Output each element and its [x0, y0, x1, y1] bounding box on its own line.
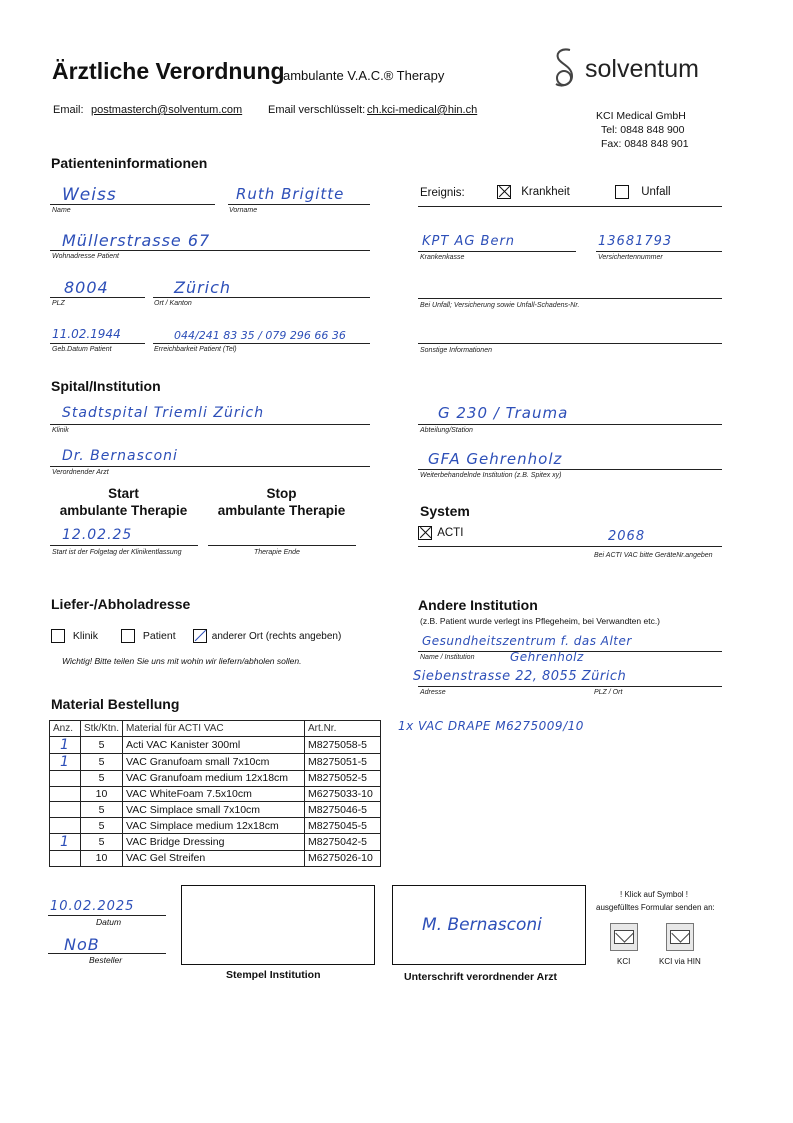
- anz-cell[interactable]: [50, 786, 81, 802]
- stempel-label: Stempel Institution: [226, 969, 321, 981]
- col-art: Art.Nr.: [305, 721, 381, 737]
- versnr-value[interactable]: 13681793: [598, 234, 673, 249]
- event-krankheit-label: Krankheit: [521, 186, 570, 199]
- company-name: KCI Medical GmbH: [596, 110, 686, 122]
- kci-hin-mail-icon[interactable]: [666, 923, 694, 951]
- art-cell: M6275033-10: [305, 786, 381, 802]
- logo-text: solventum: [585, 55, 699, 83]
- weiter-label: Weiterbehandelnde Institution (z.B. Spitex xy): [420, 472, 562, 479]
- signature-value[interactable]: M. Bernasconi: [422, 915, 542, 935]
- andere-name-label: Name / Institution: [420, 654, 475, 661]
- start-heading: Start ambulante Therapie: [59, 486, 188, 518]
- patient-heading: Patienteninformationen: [51, 155, 208, 171]
- arzt-value[interactable]: Dr. Bernasconi: [62, 448, 178, 464]
- art-cell: M8275058-5: [305, 736, 381, 753]
- kasse-value[interactable]: KPT AG Bern: [422, 234, 516, 249]
- stk-cell: 5: [81, 802, 123, 818]
- anz-cell[interactable]: [50, 770, 81, 786]
- device-note: Bei ACTI VAC bitte GeräteNr.angeben: [594, 552, 713, 559]
- klinik-value[interactable]: Stadtspital Triemli Zürich: [62, 405, 265, 421]
- liefer-anderer-checkbox[interactable]: [193, 629, 207, 643]
- anz-cell[interactable]: [50, 818, 81, 834]
- form-title: Ärztliche Verordnung: [52, 58, 285, 84]
- acti-checkbox[interactable]: [418, 526, 432, 540]
- col-material: Material für ACTI VAC: [123, 721, 305, 737]
- table-row: [50, 786, 381, 802]
- andere-address-value[interactable]: Siebenstrasse 22, 8055 Zürich: [413, 669, 627, 684]
- material-cell: VAC Simplace small 7x10cm: [123, 802, 305, 818]
- unfall-label: Bei Unfall; Versicherung sowie Unfall-Schadens-Nr.: [420, 302, 580, 309]
- company-fax: Fax: 0848 848 901: [601, 138, 689, 150]
- material-cell: VAC Simplace medium 12x18cm: [123, 818, 305, 834]
- patient-plz-value[interactable]: 8004: [64, 278, 109, 297]
- patient-plz-label: PLZ: [52, 300, 65, 307]
- stk-cell: 5: [81, 736, 123, 753]
- art-cell: M6275026-10: [305, 850, 381, 866]
- liefer-klinik-checkbox[interactable]: [51, 629, 65, 643]
- solventum-logo-icon: [548, 46, 582, 90]
- liefer-anderer-label: anderer Ort (rechts angeben): [211, 630, 342, 642]
- anz-cell[interactable]: 1: [50, 833, 81, 850]
- kasse-label: Krankenkasse: [420, 254, 465, 261]
- datum-value[interactable]: 10.02.2025: [50, 899, 135, 914]
- kci-hin-label: KCI via HIN: [659, 957, 701, 966]
- versnr-label: Versichertennummer: [598, 254, 663, 261]
- liefer-klinik-label: Klinik: [72, 629, 99, 642]
- event-krankheit-checkbox[interactable]: [497, 185, 511, 199]
- click-hint-1: ! Klick auf Symbol !: [620, 890, 689, 899]
- system-heading: System: [420, 503, 470, 519]
- patient-address-value[interactable]: Müllerstrasse 67: [62, 231, 211, 250]
- liefer-heading: Liefer-/Abholadresse: [51, 596, 191, 612]
- material-cell: VAC Gel Streifen: [123, 850, 305, 866]
- patient-phone-label: Erreichbarkeit Patient (Tel): [154, 346, 237, 353]
- besteller-label: Besteller: [89, 955, 123, 965]
- table-row: [50, 818, 381, 834]
- device-nr-value[interactable]: 2068: [608, 529, 646, 544]
- table-row: [50, 753, 381, 770]
- patient-dob-label: Geb.Datum Patient: [52, 346, 112, 353]
- anz-cell[interactable]: [50, 850, 81, 866]
- kci-label: KCI: [617, 957, 631, 966]
- andere-name-value[interactable]: Gesundheitszentrum f. das Alter: [422, 634, 632, 648]
- start-date-value[interactable]: 12.02.25: [62, 527, 133, 543]
- table-row: [50, 833, 381, 850]
- material-cell: VAC Bridge Dressing: [123, 833, 305, 850]
- email-link[interactable]: postmasterch@solventum.com: [91, 104, 243, 116]
- stop-heading: Stop ambulante Therapie: [217, 486, 346, 518]
- spital-heading: Spital/Institution: [51, 378, 161, 394]
- email-enc-label: Email verschlüsselt:: [268, 104, 366, 116]
- email-enc-link[interactable]: ch.kci-medical@hin.ch: [367, 104, 478, 116]
- event-unfall-label: Unfall: [641, 186, 671, 199]
- stempel-box[interactable]: [181, 885, 375, 965]
- patient-address-label: Wohnadresse Patient: [52, 253, 119, 260]
- material-cell: VAC Granufoam medium 12x18cm: [123, 770, 305, 786]
- col-stk: Stk/Ktn.: [81, 721, 123, 737]
- event-label: Ereignis:: [420, 187, 465, 199]
- art-cell: M8275052-5: [305, 770, 381, 786]
- end-label: Therapie Ende: [254, 549, 300, 556]
- anz-cell[interactable]: [50, 802, 81, 818]
- abteilung-value[interactable]: G 230 / Trauma: [438, 404, 569, 422]
- material-heading: Material Bestellung: [51, 696, 180, 712]
- art-cell: M8275042-5: [305, 833, 381, 850]
- material-cell: VAC Granufoam small 7x10cm: [123, 753, 305, 770]
- material-cell: VAC WhiteFoam 7.5x10cm: [123, 786, 305, 802]
- arzt-label: Verordnender Arzt: [52, 469, 109, 476]
- abteilung-label: Abteilung/Station: [420, 427, 473, 434]
- patient-ort-value[interactable]: Zürich: [174, 278, 232, 297]
- besteller-value[interactable]: NoB: [64, 935, 100, 954]
- start-note: Start ist der Folgetag der Klinikentlassung: [52, 549, 182, 556]
- acti-label: ACTI: [437, 527, 464, 540]
- stk-cell: 10: [81, 786, 123, 802]
- table-row: [50, 802, 381, 818]
- signature-label: Unterschrift verordnender Arzt: [404, 971, 558, 983]
- material-table: [49, 720, 381, 867]
- form-subtitle: ambulante V.A.C.® Therapy: [283, 68, 445, 83]
- kci-mail-icon[interactable]: [610, 923, 638, 951]
- table-row: [50, 850, 381, 866]
- email-label: Email:: [53, 104, 84, 116]
- sonstige-label: Sonstige Informationen: [420, 347, 492, 354]
- liefer-patient-checkbox[interactable]: [121, 629, 135, 643]
- patient-dob-value[interactable]: 11.02.1944: [52, 327, 121, 341]
- art-cell: M8275046-5: [305, 802, 381, 818]
- click-hint-2: ausgefülltes Formular senden an:: [596, 903, 715, 912]
- table-row: [50, 736, 381, 753]
- stk-cell: 5: [81, 818, 123, 834]
- stk-cell: 5: [81, 770, 123, 786]
- material-cell: Acti VAC Kanister 300ml: [123, 736, 305, 753]
- weiter-value[interactable]: GFA Gehrenholz: [428, 450, 563, 468]
- andere-heading: Andere Institution: [418, 597, 538, 613]
- patient-vorname-value[interactable]: Ruth Brigitte: [236, 185, 345, 203]
- patient-ort-label: Ort / Kanton: [154, 300, 192, 307]
- table-row: [50, 770, 381, 786]
- liefer-hint: Wichtig! Bitte teilen Sie uns mit wohin wir liefern/abholen sollen.: [62, 656, 302, 666]
- anz-cell[interactable]: 1: [50, 753, 81, 770]
- liefer-patient-label: Patient: [142, 629, 176, 642]
- klinik-label: Klinik: [52, 427, 69, 434]
- andere-adresse-label: Adresse: [420, 689, 446, 696]
- art-cell: M8275051-5: [305, 753, 381, 770]
- patient-phone-value[interactable]: 044/241 83 35 / 079 296 66 36: [174, 329, 346, 342]
- patient-name-value[interactable]: Weiss: [62, 185, 117, 205]
- datum-label: Datum: [96, 917, 122, 927]
- stk-cell: 5: [81, 753, 123, 770]
- stk-cell: 5: [81, 833, 123, 850]
- patient-vorname-label: Vorname: [229, 207, 258, 214]
- col-anz: Anz.: [50, 721, 81, 737]
- andere-plz-label: PLZ / Ort: [594, 689, 623, 696]
- andere-hint: (z.B. Patient wurde verlegt ins Pflegeheim, bei Verwandten etc.): [420, 616, 661, 626]
- stk-cell: 10: [81, 850, 123, 866]
- material-extra-note[interactable]: 1x VAC DRAPE M6275009/10: [398, 719, 584, 733]
- andere-name2-value[interactable]: Gehrenholz: [510, 650, 584, 664]
- event-unfall-checkbox[interactable]: [615, 185, 629, 199]
- company-tel: Tel: 0848 848 900: [601, 124, 685, 136]
- solventum-logo: [548, 46, 582, 95]
- art-cell: M8275045-5: [305, 818, 381, 834]
- anz-cell[interactable]: 1: [50, 736, 81, 753]
- patient-name-label: Name: [52, 207, 71, 214]
- material-header-row: [50, 721, 381, 737]
